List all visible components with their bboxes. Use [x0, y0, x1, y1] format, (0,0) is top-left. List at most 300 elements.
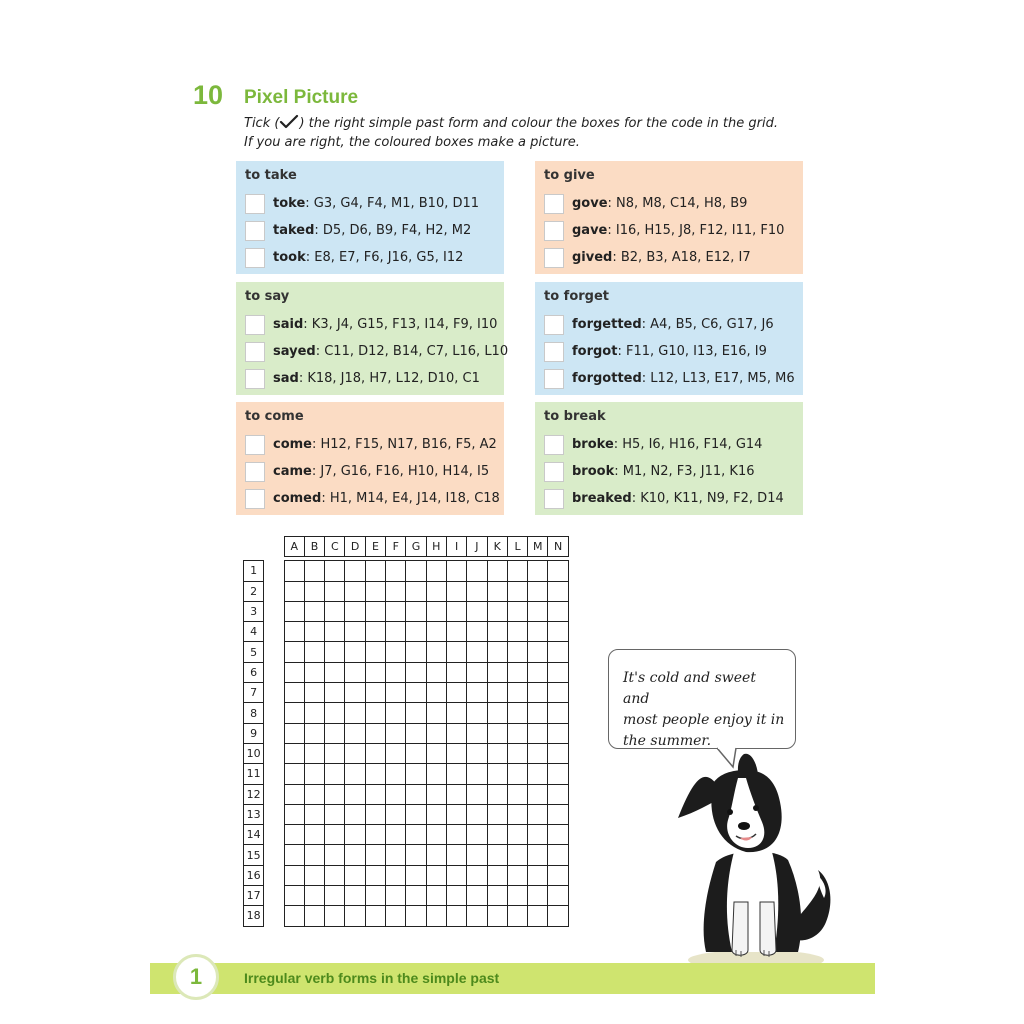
grid-cell[interactable] — [548, 642, 568, 662]
grid-cell[interactable] — [548, 601, 568, 621]
grid-cell[interactable] — [345, 561, 365, 581]
option-codes: : H12, F15, N17, B16, F5, A2 — [312, 437, 497, 452]
grid-cell[interactable] — [325, 703, 345, 723]
grid-cell[interactable] — [548, 825, 568, 845]
grid-cell[interactable] — [345, 703, 365, 723]
grid-cell[interactable] — [284, 865, 304, 885]
grid-cell[interactable] — [365, 561, 385, 581]
option-checkbox[interactable] — [245, 489, 265, 509]
grid-cell[interactable] — [406, 764, 426, 784]
grid-header-row — [244, 537, 569, 557]
grid-cell[interactable] — [365, 743, 385, 763]
grid-cell[interactable] — [426, 906, 446, 926]
grid-cell[interactable] — [386, 886, 406, 906]
grid-cell[interactable] — [446, 561, 466, 581]
grid-cell[interactable] — [426, 743, 446, 763]
grid-cell[interactable] — [507, 642, 527, 662]
grid-cell[interactable] — [325, 683, 345, 703]
grid-cell[interactable] — [325, 723, 345, 743]
grid-cell[interactable] — [487, 642, 507, 662]
grid-cell[interactable] — [304, 723, 324, 743]
grid-cell[interactable] — [507, 662, 527, 682]
grid-cell[interactable] — [304, 662, 324, 682]
option-checkbox[interactable] — [544, 342, 564, 362]
grid-cell[interactable] — [406, 804, 426, 824]
grid-cell[interactable] — [284, 622, 304, 642]
grid-cell[interactable] — [548, 845, 568, 865]
grid-cell[interactable] — [528, 865, 548, 885]
grid-cell[interactable] — [304, 886, 324, 906]
verb-box-title: to come — [245, 409, 304, 424]
grid-cell[interactable] — [446, 662, 466, 682]
grid-cell[interactable] — [467, 662, 487, 682]
grid-cell[interactable] — [446, 865, 466, 885]
option-text — [572, 250, 751, 265]
grid-cell[interactable] — [325, 886, 345, 906]
grid-cell[interactable] — [365, 601, 385, 621]
grid-cell[interactable] — [365, 683, 385, 703]
option-text — [572, 196, 747, 211]
grid-cell[interactable] — [345, 662, 365, 682]
grid-cell[interactable] — [548, 683, 568, 703]
grid-cell[interactable] — [365, 845, 385, 865]
grid-cell[interactable] — [284, 601, 304, 621]
grid-cell[interactable] — [548, 581, 568, 601]
grid-cell[interactable] — [487, 683, 507, 703]
grid-cell[interactable] — [446, 723, 466, 743]
grid-cell[interactable] — [284, 723, 304, 743]
grid-cell[interactable] — [304, 906, 324, 926]
grid-cell[interactable] — [528, 642, 548, 662]
grid-column-label: J — [467, 537, 487, 557]
grid-cell[interactable] — [406, 886, 426, 906]
grid-cell[interactable] — [507, 723, 527, 743]
grid-cell[interactable] — [345, 764, 365, 784]
grid-cell[interactable] — [426, 845, 446, 865]
grid-cell[interactable] — [487, 662, 507, 682]
grid-cell[interactable] — [365, 723, 385, 743]
grid-cell[interactable] — [446, 764, 466, 784]
grid-cell[interactable] — [284, 703, 304, 723]
grid-cell[interactable] — [304, 703, 324, 723]
option-text — [273, 196, 479, 211]
grid-cell[interactable] — [406, 662, 426, 682]
grid-cell[interactable] — [446, 683, 466, 703]
grid-cell[interactable] — [426, 662, 446, 682]
grid-cell[interactable] — [446, 581, 466, 601]
grid-cell[interactable] — [467, 865, 487, 885]
grid-cell[interactable] — [487, 581, 507, 601]
grid-row — [244, 865, 569, 885]
grid-cell[interactable] — [426, 683, 446, 703]
grid-cell[interactable] — [507, 845, 527, 865]
grid-cell[interactable] — [325, 662, 345, 682]
grid-cell[interactable] — [406, 723, 426, 743]
option-codes: : E8, E7, F6, J16, G5, I12 — [305, 250, 464, 265]
grid-cell[interactable] — [487, 784, 507, 804]
grid-cell[interactable] — [386, 622, 406, 642]
grid-column-label: I — [446, 537, 466, 557]
grid-cell[interactable] — [406, 642, 426, 662]
grid-cell[interactable] — [345, 804, 365, 824]
grid-cell[interactable] — [325, 784, 345, 804]
grid-row — [244, 804, 569, 824]
option-checkbox[interactable] — [544, 369, 564, 389]
grid-cell[interactable] — [548, 906, 568, 926]
grid-cell[interactable] — [426, 703, 446, 723]
grid-cell[interactable] — [528, 662, 548, 682]
grid-cell[interactable] — [365, 886, 385, 906]
grid-cell[interactable] — [386, 764, 406, 784]
grid-cell[interactable] — [365, 865, 385, 885]
option-row — [245, 458, 504, 485]
grid-cell[interactable] — [548, 865, 568, 885]
grid-cell[interactable] — [446, 622, 466, 642]
grid-cell[interactable] — [284, 764, 304, 784]
grid-cell[interactable] — [507, 703, 527, 723]
grid-cell[interactable] — [507, 601, 527, 621]
grid-cell[interactable] — [528, 683, 548, 703]
grid-cell[interactable] — [406, 601, 426, 621]
grid-cell[interactable] — [406, 865, 426, 885]
grid-cell[interactable] — [507, 581, 527, 601]
instruction-line-1 — [244, 114, 778, 134]
grid-cell[interactable] — [467, 561, 487, 581]
grid-row-label: 16 — [244, 865, 264, 885]
grid-cell[interactable] — [507, 743, 527, 763]
option-checkbox[interactable] — [245, 221, 265, 241]
grid-cell[interactable] — [528, 764, 548, 784]
grid-cell[interactable] — [487, 804, 507, 824]
grid-cell[interactable] — [446, 906, 466, 926]
grid-cell[interactable] — [528, 825, 548, 845]
grid-cell[interactable] — [304, 561, 324, 581]
grid-cell[interactable] — [325, 743, 345, 763]
grid-cell[interactable] — [325, 601, 345, 621]
grid-cell[interactable] — [365, 825, 385, 845]
grid-row — [244, 703, 569, 723]
grid-cell[interactable] — [304, 683, 324, 703]
grid-cell[interactable] — [386, 581, 406, 601]
option-checkbox[interactable] — [544, 435, 564, 455]
grid-cell[interactable] — [386, 906, 406, 926]
grid-column-label: D — [345, 537, 365, 557]
grid-cell[interactable] — [284, 784, 304, 804]
grid-cell[interactable] — [386, 723, 406, 743]
grid-cell[interactable] — [507, 804, 527, 824]
grid-cell[interactable] — [345, 581, 365, 601]
grid-cell[interactable] — [325, 865, 345, 885]
option-checkbox[interactable] — [245, 315, 265, 335]
grid-cell[interactable] — [345, 601, 365, 621]
grid-cell[interactable] — [365, 784, 385, 804]
option-row — [245, 431, 504, 458]
grid-cell[interactable] — [487, 825, 507, 845]
grid-cell[interactable] — [467, 703, 487, 723]
option-checkbox[interactable] — [245, 342, 265, 362]
grid-cell[interactable] — [548, 662, 568, 682]
grid-cell[interactable] — [406, 683, 426, 703]
grid-cell[interactable] — [467, 743, 487, 763]
grid-gap — [264, 764, 284, 784]
grid-cell[interactable] — [304, 743, 324, 763]
grid-cell[interactable] — [507, 886, 527, 906]
grid-cell[interactable] — [386, 662, 406, 682]
grid-cell[interactable] — [426, 581, 446, 601]
grid-cell[interactable] — [548, 561, 568, 581]
grid-cell[interactable] — [426, 723, 446, 743]
grid-corner — [244, 537, 264, 557]
grid-cell[interactable] — [446, 845, 466, 865]
grid-cell[interactable] — [446, 825, 466, 845]
grid-cell[interactable] — [304, 784, 324, 804]
grid-cell[interactable] — [386, 865, 406, 885]
grid-cell[interactable] — [487, 743, 507, 763]
grid-cell[interactable] — [284, 886, 304, 906]
grid-cell[interactable] — [446, 784, 466, 804]
grid-cell[interactable] — [406, 561, 426, 581]
grid-cell[interactable] — [325, 804, 345, 824]
grid-cell[interactable] — [406, 581, 426, 601]
grid-cell[interactable] — [548, 886, 568, 906]
option-checkbox[interactable] — [544, 462, 564, 482]
grid-cell[interactable] — [507, 683, 527, 703]
grid-cell[interactable] — [446, 642, 466, 662]
grid-cell[interactable] — [507, 906, 527, 926]
grid-cell[interactable] — [426, 561, 446, 581]
grid-cell[interactable] — [325, 581, 345, 601]
grid-cell[interactable] — [406, 784, 426, 804]
grid-cell[interactable] — [304, 622, 324, 642]
grid-cell[interactable] — [365, 622, 385, 642]
grid-cell[interactable] — [345, 743, 365, 763]
grid-cell[interactable] — [446, 804, 466, 824]
grid-cell[interactable] — [386, 845, 406, 865]
grid-cell[interactable] — [365, 703, 385, 723]
grid-cell[interactable] — [284, 581, 304, 601]
grid-cell[interactable] — [345, 865, 365, 885]
grid-cell[interactable] — [528, 723, 548, 743]
grid-cell[interactable] — [507, 865, 527, 885]
grid-cell[interactable] — [507, 622, 527, 642]
grid-cell[interactable] — [507, 825, 527, 845]
grid-cell[interactable] — [548, 743, 568, 763]
grid-cell[interactable] — [528, 784, 548, 804]
grid-cell[interactable] — [284, 743, 304, 763]
pixel-grid-table — [243, 536, 569, 927]
grid-cell[interactable] — [487, 906, 507, 926]
grid-cell[interactable] — [304, 581, 324, 601]
grid-cell[interactable] — [304, 642, 324, 662]
grid-cell[interactable] — [467, 601, 487, 621]
grid-cell[interactable] — [487, 723, 507, 743]
grid-cell[interactable] — [325, 845, 345, 865]
grid-cell[interactable] — [365, 662, 385, 682]
grid-cell[interactable] — [304, 865, 324, 885]
grid-cell[interactable] — [345, 825, 365, 845]
grid-cell[interactable] — [365, 804, 385, 824]
option-checkbox[interactable] — [245, 462, 265, 482]
grid-cell[interactable] — [548, 784, 568, 804]
grid-cell[interactable] — [386, 784, 406, 804]
option-checkbox[interactable] — [544, 248, 564, 268]
grid-cell[interactable] — [426, 764, 446, 784]
grid-cell[interactable] — [548, 622, 568, 642]
grid-cell[interactable] — [548, 764, 568, 784]
grid-cell[interactable] — [528, 561, 548, 581]
option-checkbox[interactable] — [544, 194, 564, 214]
grid-cell[interactable] — [426, 622, 446, 642]
grid-cell[interactable] — [426, 642, 446, 662]
grid-cell[interactable] — [345, 723, 365, 743]
grid-cell[interactable] — [467, 683, 487, 703]
grid-cell[interactable] — [345, 642, 365, 662]
option-row — [245, 365, 504, 392]
grid-cell[interactable] — [325, 622, 345, 642]
grid-cell[interactable] — [528, 804, 548, 824]
grid-cell[interactable] — [467, 845, 487, 865]
grid-cell[interactable] — [507, 561, 527, 581]
grid-cell[interactable] — [386, 683, 406, 703]
grid-cell[interactable] — [304, 825, 324, 845]
grid-cell[interactable] — [467, 784, 487, 804]
grid-cell[interactable] — [284, 683, 304, 703]
grid-cell[interactable] — [365, 581, 385, 601]
grid-cell[interactable] — [386, 703, 406, 723]
grid-cell[interactable] — [325, 561, 345, 581]
grid-cell[interactable] — [325, 825, 345, 845]
option-checkbox[interactable] — [245, 435, 265, 455]
grid-cell[interactable] — [386, 642, 406, 662]
verb-box-title: to break — [544, 409, 606, 424]
grid-cell[interactable] — [467, 825, 487, 845]
grid-cell[interactable] — [487, 561, 507, 581]
grid-cell[interactable] — [426, 886, 446, 906]
grid-row-label: 11 — [244, 764, 264, 784]
grid-cell[interactable] — [467, 906, 487, 926]
grid-cell[interactable] — [426, 601, 446, 621]
option-checkbox[interactable] — [544, 489, 564, 509]
grid-cell[interactable] — [528, 845, 548, 865]
grid-cell[interactable] — [365, 764, 385, 784]
grid-cell[interactable] — [426, 865, 446, 885]
grid-cell[interactable] — [345, 683, 365, 703]
grid-cell[interactable] — [284, 825, 304, 845]
option-checkbox[interactable] — [544, 315, 564, 335]
option-word: gave — [572, 223, 608, 238]
grid-cell[interactable] — [467, 764, 487, 784]
option-checkbox[interactable] — [245, 248, 265, 268]
grid-cell[interactable] — [528, 886, 548, 906]
grid-cell[interactable] — [284, 662, 304, 682]
grid-cell[interactable] — [386, 825, 406, 845]
grid-cell[interactable] — [446, 743, 466, 763]
grid-cell[interactable] — [528, 622, 548, 642]
grid-cell[interactable] — [528, 743, 548, 763]
grid-cell[interactable] — [467, 804, 487, 824]
speech-bubble-text — [623, 668, 785, 752]
grid-cell[interactable] — [365, 906, 385, 926]
grid-cell[interactable] — [487, 601, 507, 621]
grid-row-label: 8 — [244, 703, 264, 723]
grid-cell[interactable] — [406, 703, 426, 723]
grid-column-label: M — [528, 537, 548, 557]
grid-cell[interactable] — [406, 743, 426, 763]
grid-cell[interactable] — [528, 703, 548, 723]
grid-cell[interactable] — [284, 561, 304, 581]
grid-cell[interactable] — [487, 886, 507, 906]
grid-cell[interactable] — [426, 804, 446, 824]
grid-cell[interactable] — [446, 886, 466, 906]
grid-cell[interactable] — [365, 642, 385, 662]
grid-cell[interactable] — [467, 723, 487, 743]
option-checkbox[interactable] — [245, 194, 265, 214]
grid-cell[interactable] — [548, 804, 568, 824]
grid-cell[interactable] — [345, 886, 365, 906]
grid-cell[interactable] — [345, 622, 365, 642]
grid-cell[interactable] — [345, 906, 365, 926]
grid-cell[interactable] — [325, 764, 345, 784]
grid-cell[interactable] — [467, 642, 487, 662]
grid-cell[interactable] — [528, 581, 548, 601]
grid-cell[interactable] — [284, 845, 304, 865]
grid-cell[interactable] — [325, 642, 345, 662]
grid-cell[interactable] — [426, 825, 446, 845]
grid-cell[interactable] — [406, 845, 426, 865]
option-checkbox[interactable] — [544, 221, 564, 241]
grid-cell[interactable] — [446, 703, 466, 723]
grid-cell[interactable] — [446, 601, 466, 621]
grid-cell[interactable] — [345, 784, 365, 804]
grid-cell[interactable] — [386, 561, 406, 581]
grid-cell[interactable] — [426, 784, 446, 804]
grid-gap — [264, 825, 284, 845]
option-checkbox[interactable] — [245, 369, 265, 389]
grid-cell[interactable] — [386, 804, 406, 824]
grid-cell[interactable] — [284, 804, 304, 824]
option-text — [572, 464, 754, 479]
grid-cell[interactable] — [304, 804, 324, 824]
grid-cell[interactable] — [487, 764, 507, 784]
grid-cell[interactable] — [548, 703, 568, 723]
grid-cell[interactable] — [406, 906, 426, 926]
grid-cell[interactable] — [467, 622, 487, 642]
grid-cell[interactable] — [487, 622, 507, 642]
grid-cell[interactable] — [304, 764, 324, 784]
grid-cell[interactable] — [467, 886, 487, 906]
grid-cell[interactable] — [406, 622, 426, 642]
grid-cell[interactable] — [467, 581, 487, 601]
grid-cell[interactable] — [345, 845, 365, 865]
grid-cell[interactable] — [284, 642, 304, 662]
grid-cell[interactable] — [325, 906, 345, 926]
grid-cell[interactable] — [548, 723, 568, 743]
grid-cell[interactable] — [406, 825, 426, 845]
grid-cell[interactable] — [386, 601, 406, 621]
grid-cell[interactable] — [304, 845, 324, 865]
grid-cell[interactable] — [507, 764, 527, 784]
grid-row-label: 4 — [244, 622, 264, 642]
grid-cell[interactable] — [528, 906, 548, 926]
grid-cell[interactable] — [487, 703, 507, 723]
grid-cell[interactable] — [304, 601, 324, 621]
grid-cell[interactable] — [487, 865, 507, 885]
grid-cell[interactable] — [487, 845, 507, 865]
grid-cell[interactable] — [284, 906, 304, 926]
grid-cell[interactable] — [507, 784, 527, 804]
grid-cell[interactable] — [528, 601, 548, 621]
grid-cell[interactable] — [386, 743, 406, 763]
